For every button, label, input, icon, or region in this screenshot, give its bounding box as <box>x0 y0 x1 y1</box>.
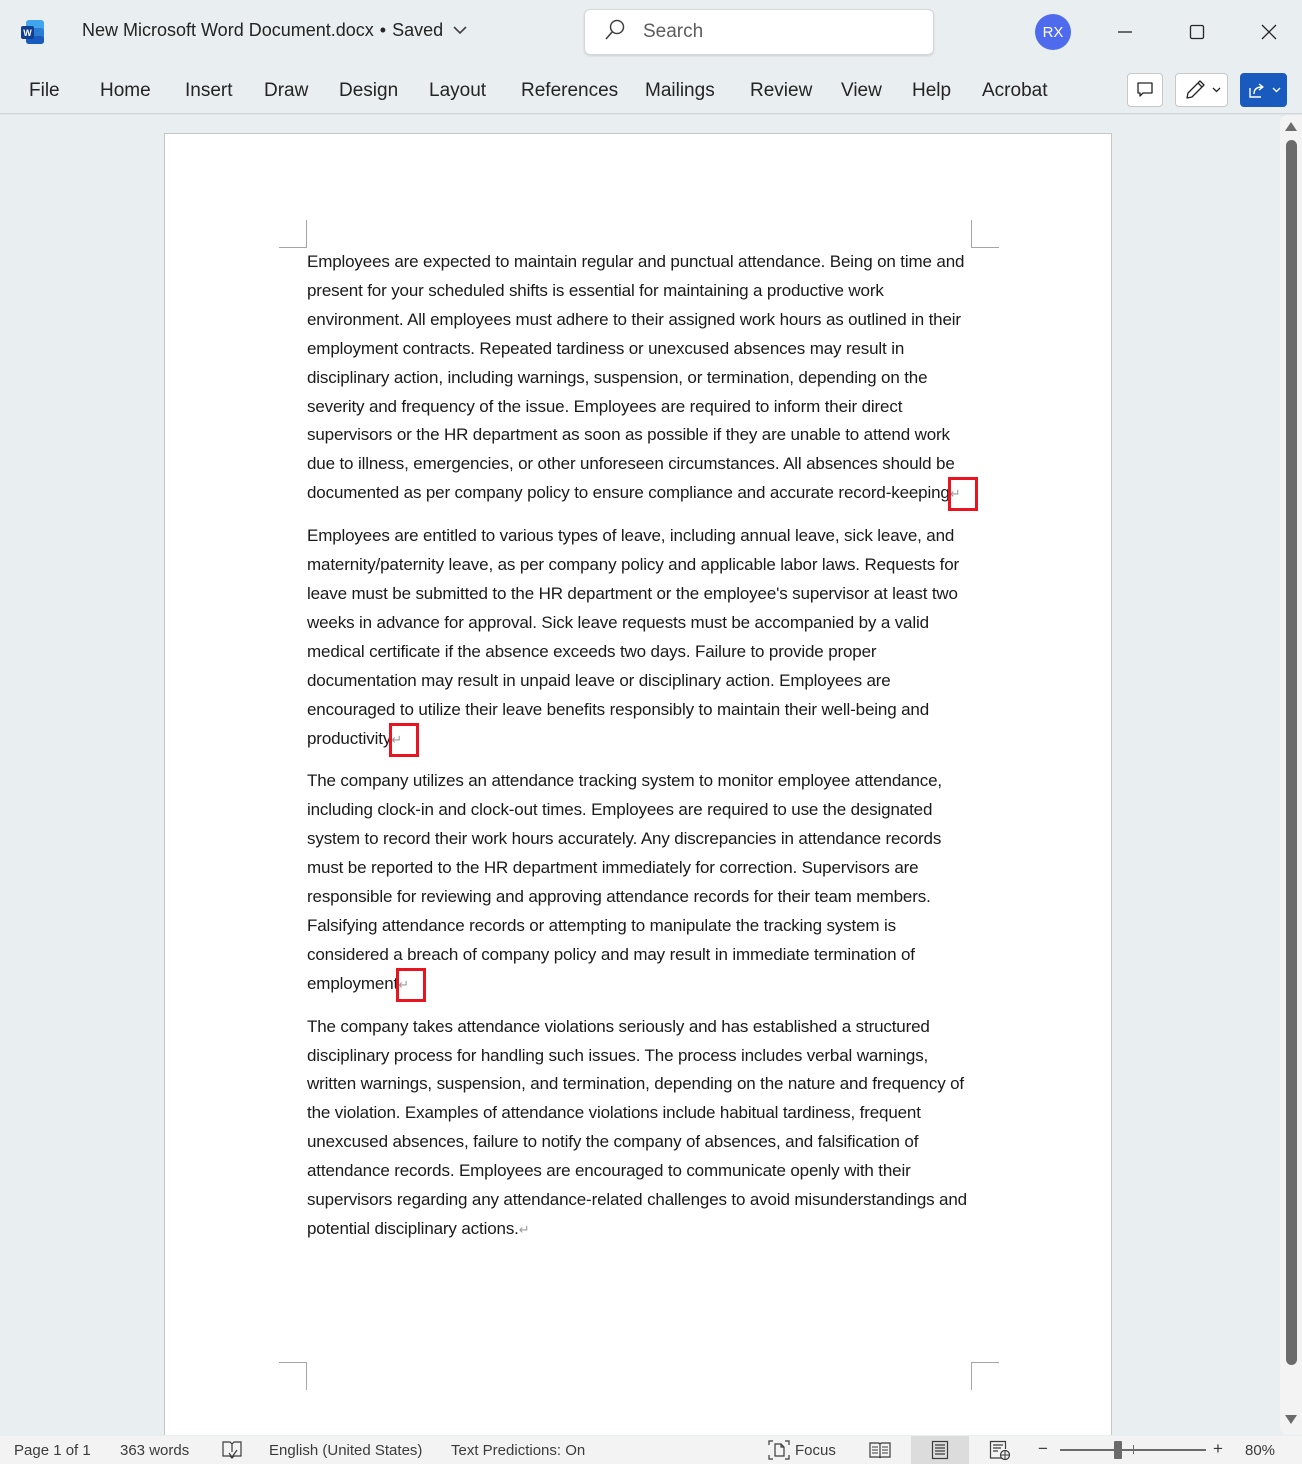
tab-acrobat[interactable]: Acrobat <box>982 80 1048 101</box>
paragraph-mark-icon: ↵ <box>398 976 409 992</box>
crop-mark-top-left <box>279 220 307 248</box>
chevron-down-icon <box>453 26 467 35</box>
document-page[interactable] <box>164 133 1112 1435</box>
document-title[interactable] <box>82 20 467 41</box>
ribbon-tabs <box>0 64 1302 114</box>
title-separator: • <box>379 20 387 40</box>
paragraph[interactable] <box>307 522 975 754</box>
search-placeholder: Search <box>643 21 704 42</box>
print-layout-icon <box>931 1440 949 1460</box>
focus-label: Focus <box>795 1441 836 1459</box>
crop-mark-top-right <box>971 220 999 248</box>
page-count[interactable]: Page 1 of 1 <box>14 1442 91 1459</box>
language[interactable]: English (United States) <box>269 1442 423 1459</box>
scroll-up-arrow-icon[interactable] <box>1285 122 1297 131</box>
tab-home[interactable]: Home <box>100 80 151 101</box>
chevron-down-icon <box>1272 87 1281 93</box>
close-button[interactable] <box>1249 14 1289 50</box>
comments-button[interactable] <box>1127 73 1163 107</box>
crop-mark-bottom-right <box>971 1362 999 1390</box>
paragraph[interactable] <box>307 767 975 999</box>
editing-mode-button[interactable] <box>1175 73 1228 107</box>
scrollbar-thumb[interactable] <box>1286 140 1297 1365</box>
paragraph-text: Employees are expected to maintain regular and punctual attendance. Being on time and present for your scheduled shifts is essential for maintaining a productive work environment. All employees must adhere to their assigned work hours as outlined in their employment contracts. Repeated tardiness or unexcused absences may result in disciplinary action, including warnings, suspension, or termination, depending on the severity and frequency of the issue. Employees are required to inform their direct supervisors or the HR department as soon as possible if they are unable to attend work due to illness, emergencies, or other unforeseen circumstances. All absences should be documented as per company policy to ensure compliance and accurate record-keeping <box>307 252 965 503</box>
zoom-in-button[interactable]: + <box>1213 1439 1223 1458</box>
web-layout-button[interactable] <box>971 1436 1029 1464</box>
zoom-slider-100-tick <box>1133 1445 1134 1454</box>
status-bar <box>0 1436 1302 1464</box>
paragraph-mark-icon: ↵ <box>518 1222 530 1237</box>
red-highlight-box <box>396 968 426 1002</box>
comment-icon <box>1136 81 1154 99</box>
document-name: New Microsoft Word Document.docx <box>82 20 374 40</box>
title-bar <box>0 0 1302 64</box>
word-app-icon <box>20 19 46 45</box>
tab-insert[interactable]: Insert <box>185 80 233 101</box>
tab-design[interactable]: Design <box>339 80 399 101</box>
user-avatar[interactable]: RX <box>1035 14 1071 50</box>
document-body[interactable] <box>307 248 975 1258</box>
paragraph[interactable] <box>307 248 975 509</box>
focus-button[interactable] <box>768 1440 836 1460</box>
read-mode-icon <box>869 1441 891 1459</box>
red-highlight-box <box>948 477 978 511</box>
paragraph-text: The company utilizes an attendance tracking system to monitor employee attendance, including clock-in and clock-out times. Employees are required to use the designated system to record their work hours accurately. Any discrepancies in attendance records must be reported to the HR department immediately for correction. Supervisors are responsible for reviewing and approving attendance records for their team members. Falsifying attendance records or attempting to manipulate the tracking system is considered a breach of company policy and may result in immediate termination of employment <box>307 771 942 993</box>
tab-mailings[interactable]: Mailings <box>645 80 715 101</box>
document-canvas[interactable] <box>0 115 1280 1435</box>
tab-review[interactable]: Review <box>750 80 813 101</box>
highlighted-paragraph-end <box>950 479 961 509</box>
tab-help[interactable]: Help <box>912 80 952 101</box>
tab-layout[interactable]: Layout <box>429 80 487 101</box>
zoom-level[interactable]: 80% <box>1245 1442 1276 1459</box>
search-icon <box>603 18 627 47</box>
word-count[interactable]: 363 words <box>120 1442 190 1459</box>
close-icon <box>1261 24 1277 40</box>
highlighted-paragraph-end <box>398 970 409 1000</box>
zoom-slider-thumb[interactable] <box>1114 1441 1122 1459</box>
svg-text:W: W <box>23 28 32 38</box>
text-predictions[interactable]: Text Predictions: On <box>451 1442 586 1459</box>
paragraph[interactable] <box>307 1013 975 1245</box>
share-button[interactable] <box>1240 73 1287 107</box>
proofing-button[interactable] <box>221 1440 243 1460</box>
paragraph-text: Employees are entitled to various types of leave, including annual leave, sick leave, and maternity/paternity leave, as per company policy and applicable labor laws. Requests for leave must be submitted to the HR department or the employee's supervisor at least two weeks in advance for approval. Sick leave requests must be accompanied by a valid medical certificate if the absence exceeds two days. Failure to provide proper documentation may result in unpaid leave or disciplinary action. Employees are encouraged to utilize their leave benefits responsibly to maintain their well-being and productivity <box>307 526 960 748</box>
chevron-down-icon <box>1212 87 1221 93</box>
pencil-icon <box>1183 78 1207 102</box>
crop-mark-bottom-left <box>279 1362 307 1390</box>
tab-view[interactable]: View <box>841 80 882 101</box>
focus-icon <box>768 1440 790 1460</box>
maximize-button[interactable] <box>1177 14 1217 50</box>
search-input[interactable] <box>584 9 934 55</box>
highlighted-paragraph-end <box>391 725 402 755</box>
print-layout-button[interactable] <box>911 1436 969 1464</box>
minimize-icon <box>1117 24 1133 40</box>
tab-references[interactable]: References <box>521 80 619 101</box>
minimize-button[interactable] <box>1105 14 1145 50</box>
book-check-icon <box>221 1440 243 1460</box>
paragraph-text: The company takes attendance violations seriously and has established a structured disciplinary process for handling such issues. The process includes verbal warnings, written warnings, suspension, and termination, depending on the nature and frequency of the violation. Examples of attendance violations include habitual tardiness, frequent unexcused absences, failure to notify the company of absences, and falsification of attendance records. Employees are encouraged to communicate openly with their supervisors regarding any attendance-related challenges to avoid misunderstandings and potential disciplinary actions. <box>307 1016 967 1238</box>
read-mode-button[interactable] <box>851 1436 909 1464</box>
tab-file[interactable]: File <box>29 80 60 101</box>
save-status: Saved <box>392 20 444 40</box>
zoom-out-button[interactable]: − <box>1038 1439 1048 1458</box>
tab-draw[interactable]: Draw <box>264 80 309 101</box>
share-icon <box>1247 80 1267 100</box>
maximize-icon <box>1189 24 1205 40</box>
scroll-down-arrow-icon[interactable] <box>1285 1415 1297 1424</box>
web-layout-icon <box>989 1440 1011 1460</box>
red-highlight-box <box>389 723 419 757</box>
paragraph-mark-icon: ↵ <box>949 486 961 502</box>
vertical-scrollbar[interactable] <box>1280 115 1302 1435</box>
paragraph-mark-icon: ↵ <box>391 731 402 747</box>
